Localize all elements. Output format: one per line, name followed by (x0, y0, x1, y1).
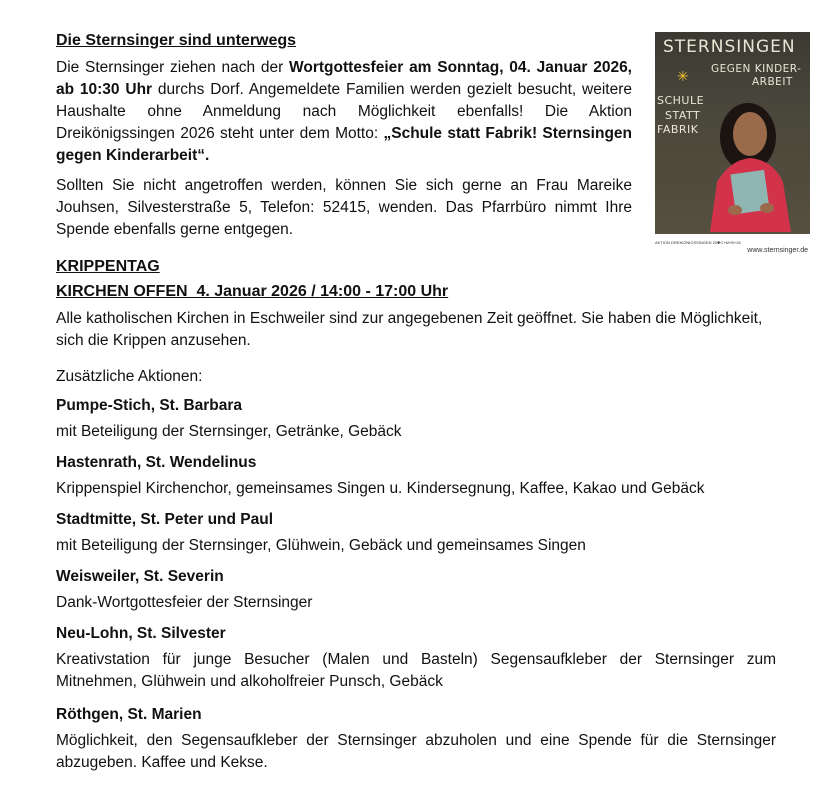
poster-footer (655, 236, 810, 258)
poster-footer-left: AKTION DREIKÖNIGSSINGEN 20✱C+M+B+26 (655, 240, 741, 245)
poster-motto-2: STATT (665, 109, 701, 122)
poster-subtitle-2: ARBEIT (752, 76, 793, 88)
star-icon: ✳ (677, 68, 689, 84)
motto-highlight: „Schule statt Fabrik! Sternsingen gegen Kinderarbeit“. (56, 125, 632, 164)
date-time-highlight: Wortgottesfeier am Sonntag, 04. Januar 2026, ab 10:30 Uhr (56, 59, 632, 98)
item-description: mit Beteiligung der Sternsinger, Getränke, Gebäck (56, 423, 402, 440)
sternsinger-paragraph (56, 57, 632, 167)
item-description: Dank-Wortgottesfeier der Sternsinger (56, 594, 313, 611)
section-heading-krippentag: KRIPPENTAG (56, 258, 160, 275)
section-subheading-kirchen-offen: KIRCHEN OFFEN 4. Januar 2026 / 14:00 - 17:00 Uhr (56, 283, 449, 300)
item-description: Kreativstation für junge Besucher (Malen und Basteln) Segensaufkleber der Sternsinger zum Mitnehmen, Glühwein und alkoholfreier Punsch, Gebäck (56, 651, 776, 690)
contact-paragraph: Sollten Sie nicht angetroffen werden, können Sie sich gerne an Frau Mareike Jouhsen, Silvesterstraße 5, Telefon: 52415, wenden. Das Pfarrbüro nimmt Ihre Spende ebenfalls gerne entgegen. (56, 177, 632, 238)
poster-subtitle-1: GEGEN KINDER- (711, 63, 802, 75)
poster-footer-url: www.sternsinger.de (747, 247, 808, 254)
item-title: Röthgen, St. Marien (56, 706, 202, 723)
krippentag-intro: Alle katholischen Kirchen in Eschweiler sind zur angegebenen Zeit geöffnet. Sie haben die Möglichkeit, sich die Krippen anzusehen. (56, 310, 763, 349)
poster-motto-1: SCHULE (657, 94, 705, 107)
item-description: Möglichkeit, den Segensaufkleber der Sternsinger abzuholen und eine Spende für die Sternsinger abzugeben. Kaffee und Kekse. (56, 732, 776, 771)
section-heading-sternsinger: Die Sternsinger sind unterwegs (56, 32, 297, 49)
item-title: Pumpe-Stich, St. Barbara (56, 397, 243, 414)
text-run: durchs Dorf. Angemeldete Familien werden gezielt besucht, weitere Haushalte ohne Anmeldung nach Möglichkeit ebenfalls! Die Aktion Dreikönigssingen 2026 steht unter dem Motto: (56, 81, 633, 142)
item-title: Stadtmitte, St. Peter und Paul (56, 511, 274, 528)
extras-label: Zusätzliche Aktionen: (56, 368, 203, 385)
poster-motto-3: FABRIK (657, 123, 699, 136)
item-title: Weisweiler, St. Severin (56, 568, 224, 585)
sternsingen-poster-image (655, 32, 810, 234)
item-description: Krippenspiel Kirchenchor, gemeinsames Singen u. Kindersegnung, Kaffee, Kakao und Gebäck (56, 480, 705, 497)
item-title: Neu-Lohn, St. Silvester (56, 625, 226, 642)
poster-title: STERNSINGEN (663, 37, 796, 57)
item-description: mit Beteiligung der Sternsinger, Glühwein, Gebäck und gemeinsames Singen (56, 537, 586, 554)
text-run: Die Sternsinger ziehen nach der (56, 59, 290, 76)
item-title: Hastenrath, St. Wendelinus (56, 454, 257, 471)
